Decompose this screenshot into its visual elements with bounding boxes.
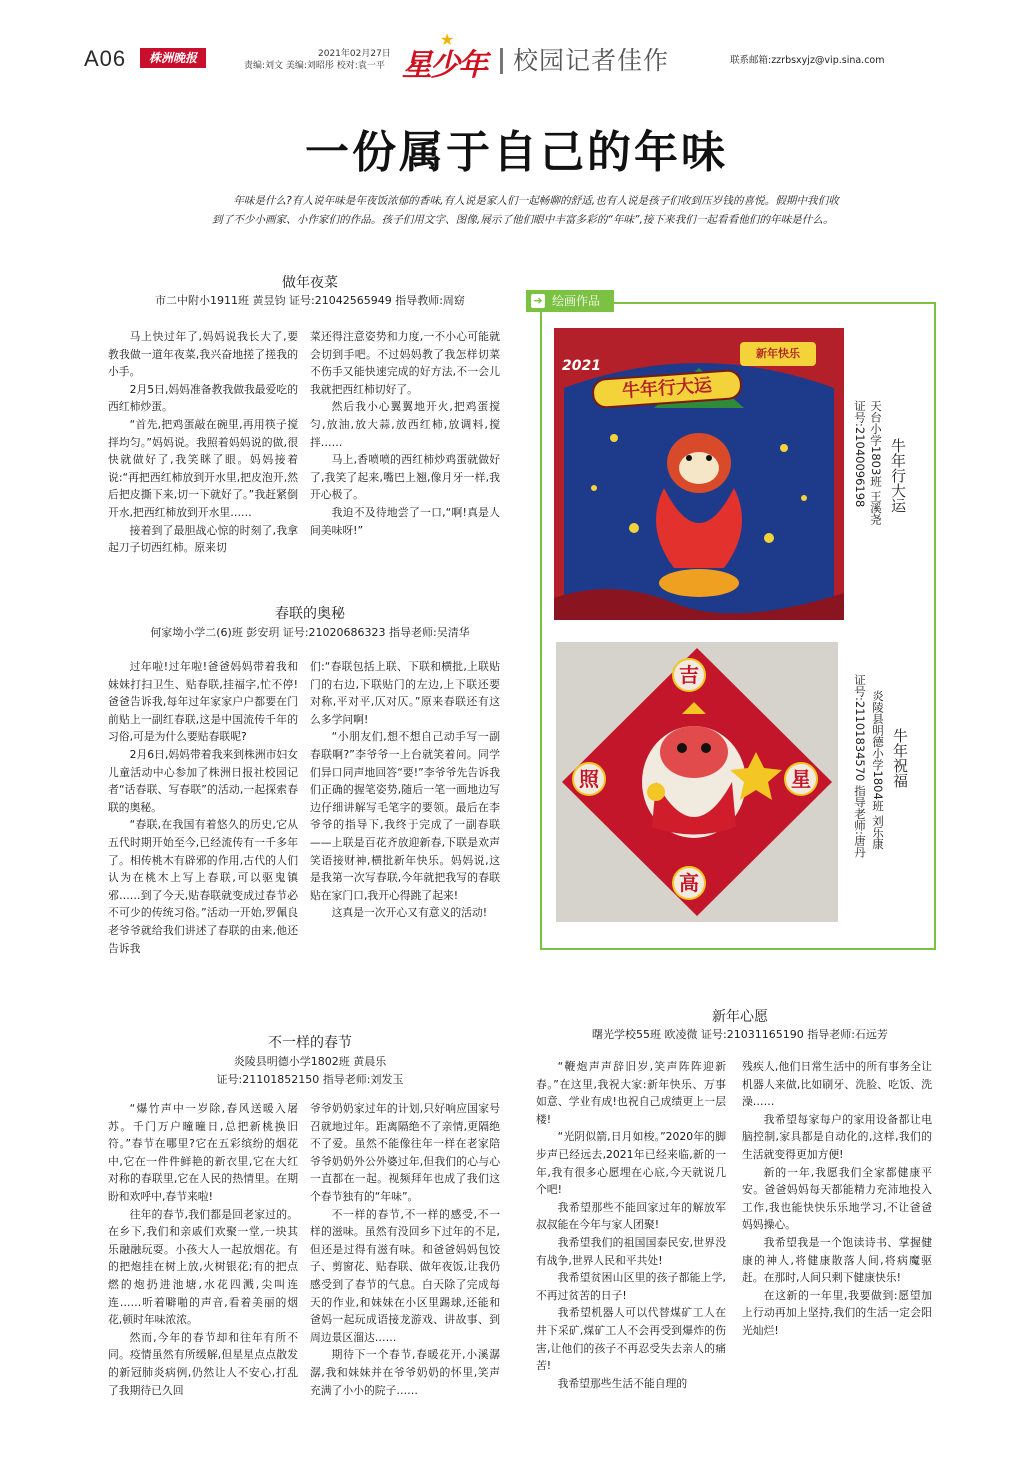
paragraph: “爆竹声中一岁除,春风送暖入屠苏。千门万户曈曈日,总把新桃换旧符。”春节在哪里?它在五彩缤纷的烟花中,它在一件件鲜艳的新衣里,它在大红对称的春联里,它在人民的热情里。在期盼和欢呼中,春节来啦! bbox=[108, 1102, 298, 1203]
article-column bbox=[310, 1100, 500, 1399]
paragraph: 2月5日,妈妈准备教我做我最爱吃的西红柿炒蛋。 bbox=[108, 382, 298, 414]
paragraph: 我迫不及待地尝了一口,“啊!真是人间美味呀!” bbox=[310, 505, 500, 537]
masthead-logo: 株洲晚报 bbox=[140, 48, 206, 68]
paragraph: 然后我小心翼翼地开火,把鸡蛋搅匀,放油,放大蒜,放西红柿,放调料,搅拌…… bbox=[310, 400, 500, 449]
article-column bbox=[310, 658, 500, 922]
paragraph: 2月6日,妈妈带着我来到株洲市妇女儿童活动中心参加了株洲日报社校园记者“话春联、写春联”的活动,一起探索春联的奥秘。 bbox=[108, 747, 298, 814]
editor-credits: 责编:刘文 美编:刘昭彤 校对:袁一平 bbox=[244, 61, 385, 71]
article-title: 做年夜菜 bbox=[282, 275, 338, 291]
section-title: 校园记者佳作 bbox=[500, 48, 669, 74]
article-column bbox=[108, 1100, 298, 1399]
paragraph: 期待下一个春节,春暖花开,小溪潺潺,我和妹妹并在爷爷奶奶的怀里,笑声充满了小小的院子…… bbox=[310, 1348, 500, 1397]
painting-niu-nian-xing-da-yun bbox=[554, 328, 844, 620]
artwork-author: 炎陵县明德小学1804班 刘乐康 bbox=[871, 690, 885, 850]
article-byline: 曙光学校55班 欧凌微 证号:21031165190 指导老师:石远芳 bbox=[592, 1028, 888, 1041]
page-number: A06 bbox=[84, 46, 127, 71]
paragraph: 我希望我是一个饱读诗书、掌握健康的神人,将健康散落人间,将病魔驱赶。在那时,人间只剩下健康快乐! bbox=[742, 1235, 932, 1285]
paragraph: 这真是一次开心又有意义的活动! bbox=[331, 906, 488, 920]
contact-email: 联系邮箱:zzrbsxyjz@vip.sina.com bbox=[730, 55, 885, 66]
paragraph: 我希望那些生活不能自理的 bbox=[557, 1376, 688, 1390]
painting-char: 高 bbox=[672, 866, 706, 900]
paragraph: 我希望机器人可以代替煤矿工人在井下采矿,煤矿工人不会再受到爆炸的伤害,让他们的孩子不再忍受失去亲人的痛苦! bbox=[536, 1306, 726, 1373]
paragraph: 马上快过年了,妈妈说我长大了,要教我做一道年夜菜,我兴奋地搓了搓我的小手。 bbox=[108, 330, 298, 379]
paragraph: 过年啦!过年啦!爸爸妈妈带着我和妹妹打扫卫生、贴春联,挂福字,忙不停!爸爸告诉我,每年过年家家户户都要在门前贴上一副红春联,这是中国流传千年的习俗,可是为什么要贴春联呢? bbox=[108, 660, 298, 744]
page-title: 一份属于自己的年味 bbox=[305, 127, 728, 178]
artwork-license: 证号:21101834570 指导老师:唐丹 bbox=[853, 674, 867, 858]
paragraph: 在这新的一年里,我要做到:愿望加上行动再加上坚持,我们的生活一定会阳光灿烂! bbox=[742, 1288, 932, 1337]
paragraph: 们:“春联包括上联、下联和横批,上联贴门的右边,下联贴门的左边,上下联还要对称,平对平,仄对仄。”原来春联还有这么多学问啊! bbox=[310, 660, 500, 726]
paragraph: 马上,香喷喷的西红柿炒鸡蛋就做好了,我笑了起来,嘴巴上翘,像月牙一样,我开心极了。 bbox=[310, 453, 500, 502]
painting-badge: 新年快乐 bbox=[740, 342, 816, 366]
issue-date: 2021年02月27日 bbox=[318, 49, 391, 59]
artwork-license: 证号:21040096198 bbox=[853, 400, 867, 508]
paragraph: 我希望每家每户的家用设备都让电脑控制,家具都是自动化的,这样,我们的生活就变得更加方便! bbox=[742, 1112, 932, 1161]
paragraph: 我希望贫困山区里的孩子都能上学,不再过贫苦的日子! bbox=[536, 1271, 726, 1302]
paragraph: 我希望那些不能回家过年的解放军叔叔能在今年与家人团聚! bbox=[536, 1200, 726, 1232]
paragraph: 接着到了最胆战心惊的时刻了,我拿起刀子切西红柿。原来切 bbox=[108, 523, 298, 555]
star-icon: ★ bbox=[440, 30, 455, 49]
painting-year: 2021 bbox=[562, 358, 601, 374]
artwork-tag: 绘画作品 bbox=[526, 290, 614, 312]
painting-char: 吉 bbox=[672, 658, 706, 692]
intro-paragraph: 年味是什么?有人说年味是年夜饭浓郁的香味,有人说是家人们一起畅聊的舒适,也有人说是孩子们收到压岁钱的喜悦。假期中我们收到了不少小画家、小作家们的作品。孩子们用文字、图像,展示了他们眼中丰富多彩的“年味”,接下来我们一起看看他们的年味是什么。 bbox=[212, 195, 839, 226]
artwork-title: 牛年祝福 bbox=[891, 728, 909, 788]
paragraph: 不一样的春节,不一样的感受,不一样的滋味。虽然有没回乡下过年的不足,但还是过得有滋有味。和爸爸妈妈包饺子、剪窗花、贴春联、做年夜饭,让我仍感受到了春节的气息。白天除了完成每天的作业,和妹妹在小区里踢球,还能和爸妈一起玩成语接龙游戏、讲故事、到周边景区溜达…… bbox=[310, 1207, 500, 1344]
article-title: 不一样的春节 bbox=[268, 1035, 352, 1051]
artwork-author: 天台小学1803班 王溪尧 bbox=[869, 400, 883, 525]
paragraph: 残疾人,他们日常生活中的所有事务全让机器人来做,比如刷牙、洗脸、吃饭、洗澡…… bbox=[742, 1060, 932, 1109]
paragraph: “光阴似箭,日月如梭。”2020年的脚步声已经远去,2021年已经来临,新的一年,我有很多心愿埋在心底,今天就说几个吧! bbox=[536, 1130, 726, 1197]
paragraph: “春联,在我国有着悠久的历史,它从五代时期开始至今,已经流传有一千多年了。相传桃木有辟邪的作用,古代的人们认为在桃木上写上春联,可以驱鬼镇邪……到了今天,贴春联就变成过春节必不可少的传统习俗。”活动一开始,罗佩良老爷爷就给我们讲述了春联的由来,他还告诉我 bbox=[108, 818, 298, 955]
article-column bbox=[310, 328, 500, 539]
article-byline: 何家坳小学二(6)班 彭安玥 证号:21020686323 指导老师:吴清华 bbox=[150, 626, 470, 639]
paragraph: “首先,把鸡蛋敲在碗里,再用筷子搅拌均匀。”妈妈说。我照着妈妈说的做,很快就做好了,我笑眯了眼。妈妈接着说:“再把西红柿放到开水里,把皮泡开,然后把皮撕下来,切一下就好了。”我赶紧倒开水,把西红柿放到开水里…… bbox=[108, 417, 298, 519]
paragraph: 爷爷奶奶家过年的计划,只好响应国家号召就地过年。距离隔绝不了亲情,更隔绝不了爱。虽然不能像往年一样在老家陪爷爷奶奶外公外婆过年,但我们的心与心一直都在一起。视频拜年也成了我们这个春节独有的“年味”。 bbox=[310, 1102, 500, 1203]
paragraph: “鞭炮声声辞旧岁,笑声阵阵迎新春。”在这里,我祝大家:新年快乐、万事如意、学业有成!也祝自己成绩更上一层楼! bbox=[536, 1060, 726, 1126]
paragraph: 往年的春节,我们都是回老家过的。在乡下,我们和亲戚们欢聚一堂,一块其乐融融玩耍。小孩大人一起放烟花。有的把炮挂在树上放,火树银花;有的把点燃的炮扔进池塘,水花四溅,尖叫连连……听着噼啪的声音,看着美丽的烟花,顿时年味浓浓。 bbox=[108, 1207, 298, 1327]
paragraph: 我希望我们的祖国国泰民安,世界没有战争,世界人民和平共处! bbox=[536, 1235, 726, 1267]
painting-niu-nian-zhu-fu bbox=[556, 642, 838, 922]
page-header bbox=[0, 0, 1033, 90]
article-title: 新年心愿 bbox=[712, 1009, 768, 1025]
paragraph: 新的一年,我愿我们全家都健康平安。爸爸妈妈每天都能精力充沛地投入工作,我也能快快乐乐地学习,不让爸爸妈妈操心。 bbox=[742, 1165, 932, 1232]
article-title: 春联的奥秘 bbox=[275, 606, 345, 622]
brand-logo: 星少年 bbox=[402, 48, 486, 83]
painting-char: 照 bbox=[572, 762, 606, 796]
paragraph: 菜还得注意姿势和力度,一不小心可能就会切到手吧。不过妈妈教了我怎样切菜不伤手又能快速完成的好方法,不一会儿我就把西红柿切好了。 bbox=[310, 330, 500, 396]
article-column bbox=[536, 1058, 726, 1392]
paragraph: 然而,今年的春节却和往年有所不同。疫情虽然有所缓解,但星星点点散发的新冠肺炎病例,仍然让人不安心,打乱了我期待已久回 bbox=[108, 1330, 298, 1397]
paragraph: “小朋友们,想不想自己动手写一副春联啊?”李爷爷一上台就笑着问。同学们异口同声地回答“要!”李爷爷先告诉我们正确的握笔姿势,随后一笔一画地边写边仔细讲解写毛笔字的要领。最后在李爷爷的指导下,我终于完成了一副春联——上联是百花齐放迎新春,下联是欢声笑语接财神,横批新年快乐。妈妈说,这是我第一次写春联,今年就把我写的春联贴在家门口,我开心得跳了起来! bbox=[310, 730, 500, 902]
painting-char: 星 bbox=[784, 762, 818, 796]
article-column bbox=[742, 1058, 932, 1340]
article-column bbox=[108, 328, 298, 557]
article-byline: 炎陵县明德小学1802班 黄晨乐 bbox=[233, 1055, 387, 1068]
artwork-title: 牛年行大运 bbox=[889, 438, 907, 513]
arrow-icon: ➜ bbox=[531, 294, 545, 308]
article-column bbox=[108, 658, 298, 957]
article-byline: 证号:21101852150 指导老师:刘发玉 bbox=[216, 1073, 404, 1086]
article-byline: 市二中附小1911班 黄昱钧 证号:21042565949 指导教师:周窈 bbox=[155, 294, 465, 307]
painting-banner: 牛年行大运 bbox=[591, 369, 743, 409]
